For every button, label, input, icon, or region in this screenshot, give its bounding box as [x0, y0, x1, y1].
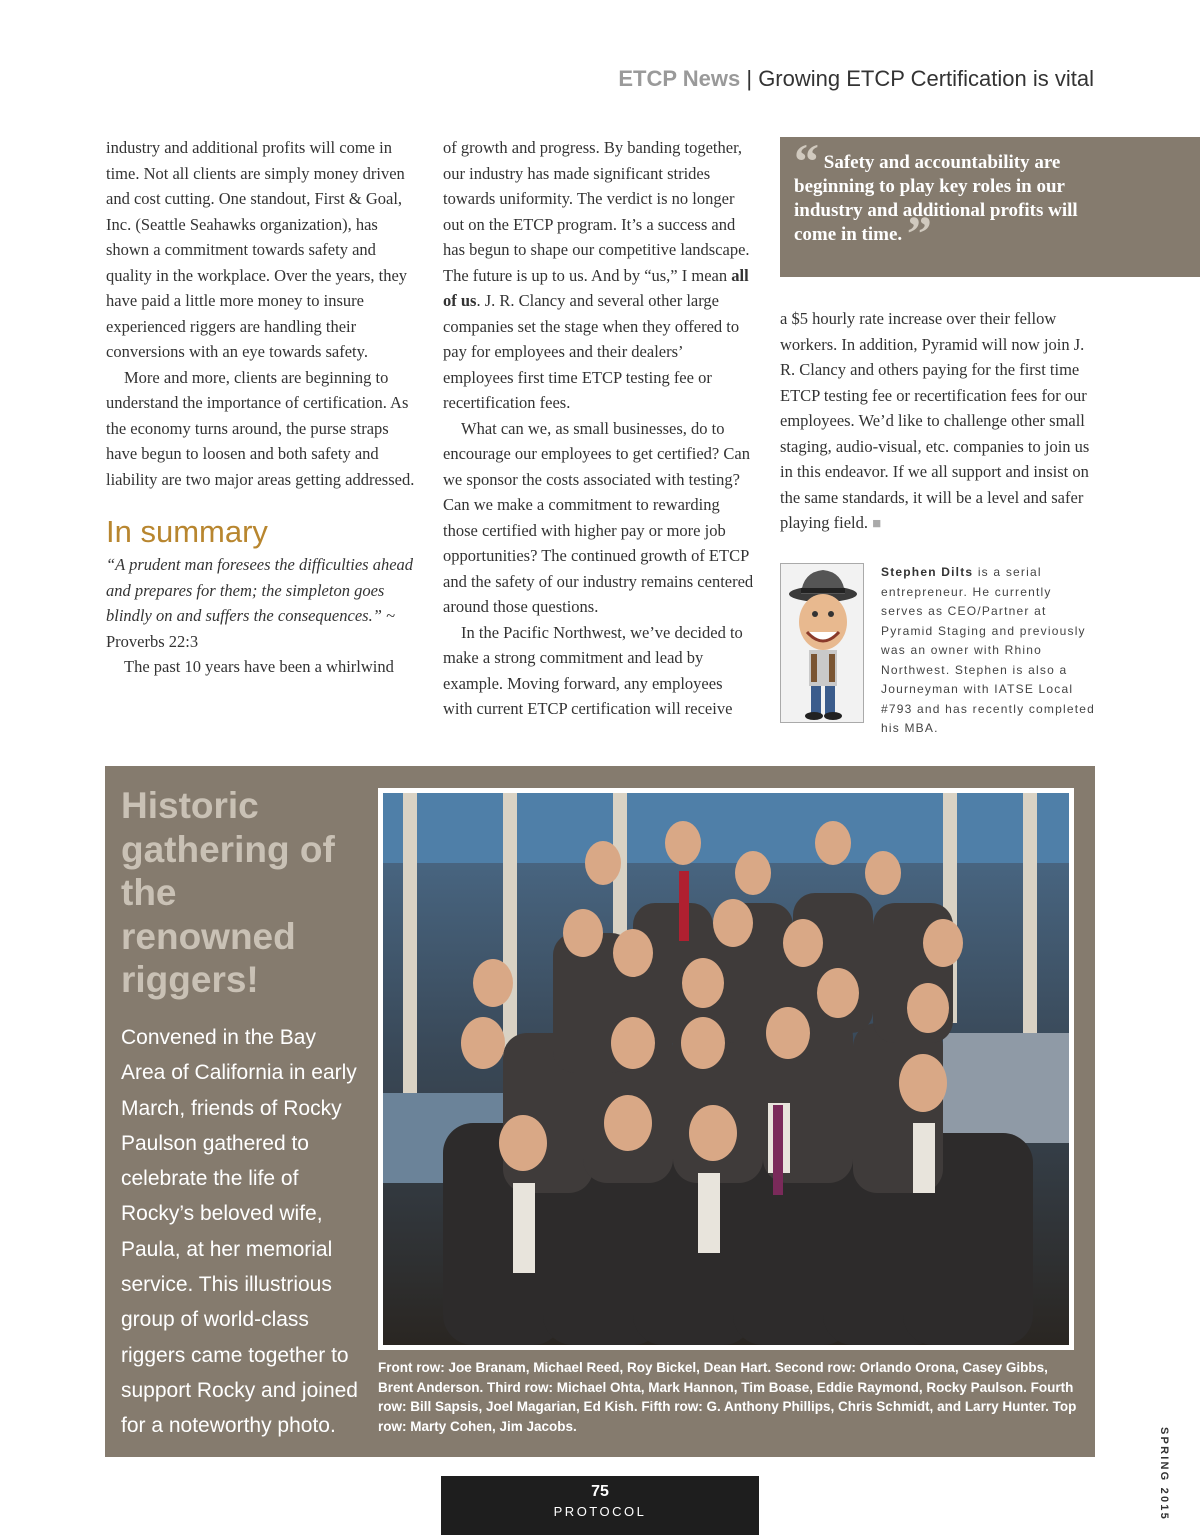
- issue-label: [1158, 1427, 1172, 1521]
- section-subhead: In summary: [106, 514, 268, 549]
- author-caricature: [780, 563, 864, 723]
- proverb-quote: “A prudent man foresees the difficulties ahead and prepares for them; the simpleton goes blindly on and suffers the consequences.” ~: [106, 555, 414, 625]
- header-separator: |: [740, 66, 759, 91]
- paragraph: industry and additional profits will come in time. Not all clients are simply money driven and cost cutting. One standout, First & Goal, Inc. (Seattle Seahawks organization), has shown a commitment towards safety and quality in the workplace. Over the years, they have paid a little more money to insure experienced riggers are handling their conversions with an eye towards safety.: [106, 138, 408, 361]
- text-run: a $5 hourly rate increase over their fellow workers. In addition, Pyramid will now join J. R. Clancy and others paying for the first time ETCP testing fee or recertification fees for our employees. We’d like to challenge other small staging, audio-visual, etc. companies to join us in this endeavor. If we all support and insist on the same standards, it will be a level and safer playing field.: [780, 309, 1090, 532]
- section-name: ETCP News: [618, 66, 741, 91]
- open-quote-icon: “: [794, 133, 819, 189]
- feature-body: Convened in the Bay Area of California in early March, friends of Rocky Paulson gathered to celebrate the life of Rocky’s beloved wife, Paula, at her memorial service. This illustrious group of world-class riggers came together to support Rocky and joined for a noteworthy photo.: [121, 1026, 358, 1438]
- paragraph: What can we, as small businesses, do to encourage our employees to get certified? Can we sponsor the costs associated with testing? Can we make a commitment to rewarding those certified with higher pay or more job opportunities? The continued growth of ETCP and the safety of our industry remains centered around those questions.: [443, 418, 754, 616]
- article-title: Growing ETCP Certification is vital: [758, 66, 1094, 91]
- proverb-source: Proverbs 22:3: [106, 631, 199, 651]
- photo-caption: Front row: Joe Branam, Michael Reed, Roy Bickel, Dean Hart. Second row: Orlando Orona, Casey Gibbs, Brent Anderson. Third row: Michael Ohta, Mark Hannon, Tim Boase, Eddie Raymond, Rocky Paulson. Fourth row: Bill Sapsis, Joel Magarian, Ed Kish. Fifth row: G. Anthony Phillips, Chris Schmidt, and Larry Hunter. Top row: Marty Cohen, Jim Jacobs.: [378, 1360, 1077, 1434]
- bio-text: is a serial entrepreneur. He currently serves as CEO/Partner at Pyramid Staging and previously was an owner with Rhino Northwest. Stephen is also a Journeyman with IATSE Local #793 and has recently completed his MBA.: [881, 565, 1095, 735]
- feature-title: Historic gathering of the renowned riggers!: [121, 785, 335, 1000]
- text-run: of growth and progress. By banding together, our industry has made significant strides towards uniformity. The verdict is no longer out on the ETCP program. It’s a success and has begun to shape our competitive landscape. The future is up to us. And by “us,” I mean: [443, 138, 750, 285]
- feature-panel: [105, 766, 1095, 1457]
- paragraph: More and more, clients are beginning to understand the importance of certification. As the economy turns around, the purse straps have begun to loosen and both safety and liability are two major areas getting addressed.: [106, 367, 415, 489]
- pull-quote-text: Safety and accountability are beginning to play key roles in our industry and additional profits will come in time.: [794, 152, 1078, 245]
- running-header: [618, 66, 1094, 92]
- author-bio-text: [881, 563, 1096, 739]
- close-quote-icon: ”: [906, 205, 932, 261]
- article-column-2: [443, 135, 755, 722]
- text-run: . J. R. Clancy and several other large companies set the stage when they offered to pay for employees and their dealers’ employees first time ETCP testing fee or recertification fees.: [443, 291, 740, 412]
- issue-text: SPRING 2015: [1158, 1427, 1170, 1521]
- page-number: 75: [591, 1483, 609, 1500]
- paragraph: [780, 306, 1098, 538]
- article-column-3: [780, 306, 1098, 538]
- group-photo: [378, 788, 1074, 1350]
- magazine-name: PROTOCOL: [553, 1504, 647, 1519]
- page-footer: [441, 1476, 759, 1535]
- emphasis: all of us: [443, 265, 749, 310]
- paragraph: The past 10 years have been a whirlwind: [124, 657, 394, 676]
- article-column-1: [106, 135, 418, 680]
- paragraph: In the Pacific Northwest, we’ve decided to make a strong commitment and lead by example. Moving forward, any employees with current ETCP certification will receive: [443, 622, 743, 718]
- end-mark-icon: ■: [872, 516, 882, 532]
- pull-quote: [780, 133, 1200, 277]
- paragraph: [443, 135, 755, 416]
- author-name: Stephen Dilts: [881, 565, 974, 579]
